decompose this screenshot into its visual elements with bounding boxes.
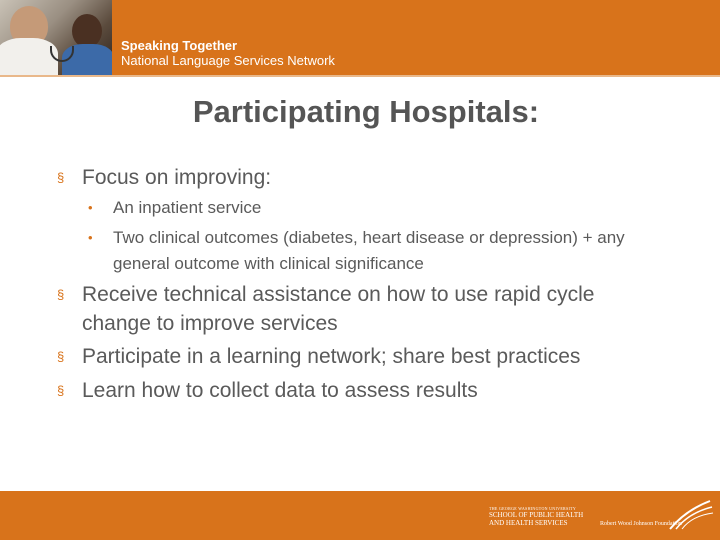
- slide-title: Participating Hospitals:: [192, 94, 540, 129]
- sub-bullet-text: An inpatient service: [113, 198, 262, 217]
- sub-bullet-item: [88, 195, 658, 221]
- gw-university-name: THE GEORGE WASHINGTON UNIVERSITY: [489, 506, 577, 511]
- bullet-marker: §: [57, 287, 65, 302]
- sub-bullet-item: [88, 225, 658, 277]
- header-photo: [0, 0, 112, 75]
- bullet-marker: §: [57, 170, 65, 185]
- sub-bullet-marker: •: [88, 200, 93, 215]
- gw-sphhs-logo: [489, 506, 583, 527]
- bullet-text: Learn how to collect data to assess results: [82, 379, 478, 402]
- doctor-coat: [0, 38, 58, 75]
- header-divider: [0, 75, 720, 77]
- bullet-text: Participate in a learning network; share best practices: [82, 345, 581, 368]
- bullet-marker: §: [57, 349, 65, 364]
- bullet-text: Focus on improving:: [82, 166, 272, 189]
- rwjf-name: Robert Wood Johnson Foundation: [600, 521, 682, 527]
- bullet-marker: §: [57, 383, 65, 398]
- footer-band: [0, 494, 720, 540]
- header-subtitle: National Language Services Network: [121, 53, 335, 68]
- bullet-text: Receive technical assistance on how to use rapid cycle change to improve services: [82, 283, 595, 335]
- sub-bullet-text: Two clinical outcomes (diabetes, heart disease or depression) + any general outcome with clinical significance: [113, 228, 625, 273]
- bullet-item: [57, 280, 662, 338]
- bullet-item: [57, 376, 662, 405]
- bullet-item: [57, 342, 662, 371]
- gw-school-line1: SCHOOL OF PUBLIC HEALTH: [489, 511, 584, 519]
- header-band: [0, 0, 720, 75]
- sub-bullet-marker: •: [88, 230, 93, 245]
- header-title: Speaking Together: [121, 38, 238, 53]
- bullet-item: [57, 163, 662, 192]
- child-head: [72, 14, 102, 48]
- gw-school-line2: AND HEALTH SERVICES: [489, 519, 568, 527]
